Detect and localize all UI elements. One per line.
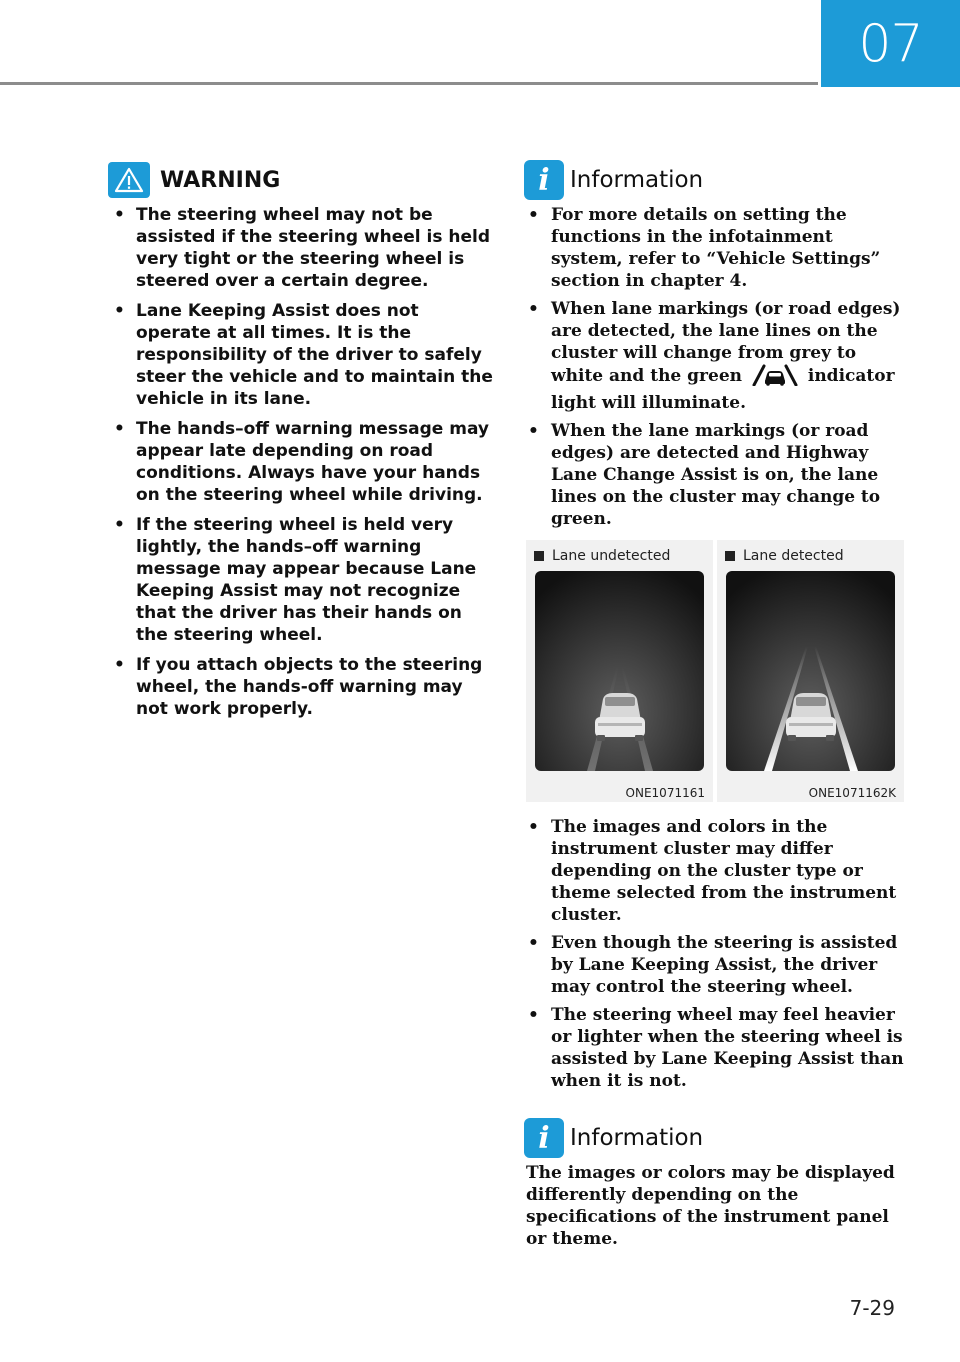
information-list bbox=[524, 204, 904, 530]
information-item-text-after: indicator light will illuminate. bbox=[551, 366, 895, 413]
warning-item: • If the steering wheel is held very lightly, the hands–off warning message may appear because Lane Keeping Assist may not recognize that the driver has their hands on the steering wheel. bbox=[108, 514, 493, 646]
figure-code: ONE1071162K bbox=[808, 786, 896, 800]
warning-title: WARNING bbox=[160, 167, 281, 193]
square-bullet-icon bbox=[534, 551, 544, 561]
figure-caption-text: Lane undetected bbox=[552, 547, 671, 564]
information-item bbox=[524, 298, 904, 414]
lane-keeping-indicator-icon bbox=[752, 364, 798, 392]
information-heading bbox=[524, 160, 904, 200]
information-item: • For more details on setting the functions in the infotainment system, refer to “Vehicle Settings” section in chapter 4. bbox=[524, 204, 904, 292]
chapter-tab: 07 bbox=[821, 0, 960, 87]
info-icon: i bbox=[524, 1118, 564, 1158]
information-item: • When the lane markings (or road edges) are detected and Highway Lane Change Assist is on, the lane lines on the cluster may change to green. bbox=[524, 420, 904, 530]
information-section bbox=[524, 160, 904, 1250]
warning-item: • The steering wheel may not be assisted if the steering wheel is held very tight or the steering wheel is steered over a certain degree. bbox=[108, 204, 493, 292]
information-paragraph: The images or colors may be displayed differently depending on the specifications of the instrument panel or theme. bbox=[526, 1163, 895, 1249]
warning-item: • Lane Keeping Assist does not operate at all times. It is the responsibility of the driver to safely steer the vehicle and to maintain the vehicle in its lane. bbox=[108, 300, 493, 410]
cluster-image-detected bbox=[726, 571, 895, 771]
warning-triangle-icon bbox=[108, 162, 150, 198]
note-item: • Even though the steering is assisted by Lane Keeping Assist, the driver may control the steering wheel. bbox=[524, 932, 904, 998]
info-icon: i bbox=[524, 160, 564, 200]
information-title-2: Information bbox=[570, 1125, 704, 1151]
figure-caption bbox=[526, 540, 713, 566]
figure-code: ONE1071161 bbox=[625, 786, 705, 800]
note-item: • The images and colors in the instrument cluster may differ depending on the cluster type or theme selected from the instrument cluster. bbox=[524, 816, 904, 926]
information-heading-2 bbox=[524, 1118, 904, 1158]
figure-lane-undetected bbox=[526, 540, 713, 802]
warning-section bbox=[108, 160, 493, 728]
warning-item: • The hands–off warning message may appear late depending on road conditions. Always have your hands on the steering wheel while driving. bbox=[108, 418, 493, 506]
figure-lane-detected bbox=[717, 540, 904, 802]
warning-item: • If you attach objects to the steering wheel, the hands-off warning may not work properly. bbox=[108, 654, 493, 720]
page-number: 7-29 bbox=[849, 1296, 895, 1320]
information-title: Information bbox=[570, 167, 704, 193]
header-rule bbox=[0, 82, 818, 85]
information-item-text-before: When lane markings (or road edges) are detected, the lane lines on the cluster will change from grey to white and the green bbox=[551, 299, 901, 386]
cluster-figures bbox=[526, 540, 904, 802]
figure-caption bbox=[717, 540, 904, 566]
square-bullet-icon bbox=[725, 551, 735, 561]
note-item: • The steering wheel may feel heavier or lighter when the steering wheel is assisted by Lane Keeping Assist than when it is not. bbox=[524, 1004, 904, 1092]
cluster-image-undetected bbox=[535, 571, 704, 771]
figure-caption-text: Lane detected bbox=[743, 547, 844, 564]
warning-heading bbox=[108, 160, 493, 200]
warning-list bbox=[108, 204, 493, 720]
notes-list bbox=[524, 816, 904, 1092]
